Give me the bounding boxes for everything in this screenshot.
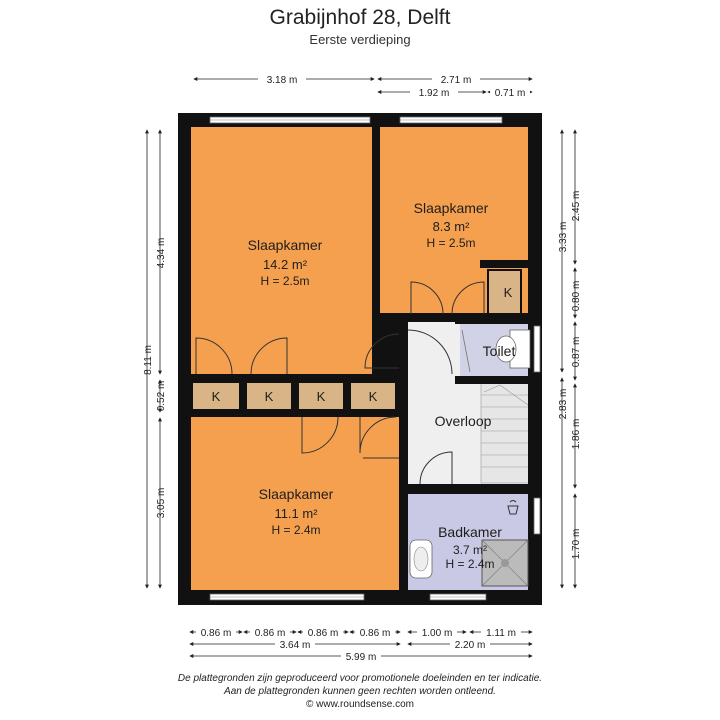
dim-left-1: 4.34 m xyxy=(156,237,167,269)
label-slaapkamer-2-height: H = 2.5m xyxy=(426,236,476,250)
label-badkamer-name: Badkamer xyxy=(438,524,502,540)
dim-right-4: 0.87 m xyxy=(571,336,582,368)
dim-bottom-2: 0.86 m xyxy=(254,628,286,639)
label-kast-5: K xyxy=(503,285,513,300)
label-slaapkamer-3-height: H = 2.4m xyxy=(271,523,321,537)
label-badkamer-area: 3.7 m² xyxy=(452,543,488,557)
dim-top-4: 0.71 m xyxy=(494,88,526,99)
disclaimer-line-2: Aan de plattegronden kunnen geen rechten worden ontleend. xyxy=(224,686,496,697)
dim-bottom-9: 5.99 m xyxy=(345,652,377,663)
dim-left-2: 8.11 m xyxy=(143,345,154,375)
dim-bottom-6: 1.11 m xyxy=(486,628,516,639)
label-slaapkamer-2-name: Slaapkamer xyxy=(413,200,489,216)
disclaimer xyxy=(0,672,720,711)
label-slaapkamer-1-name: Slaapkamer xyxy=(247,237,323,253)
label-badkamer-height: H = 2.4m xyxy=(445,557,495,571)
dim-bottom-8: 2.20 m xyxy=(454,640,486,651)
dim-bottom-7: 3.64 m xyxy=(279,640,311,651)
dim-bottom-1: 0.86 m xyxy=(200,628,232,639)
label-slaapkamer-1-height: H = 2.5m xyxy=(260,274,310,288)
dim-top-2: 2.71 m xyxy=(440,75,472,86)
credit-link[interactable]: © www.roundsense.com xyxy=(306,699,414,710)
plan-title: Grabijnhof 28, Delft xyxy=(269,6,451,29)
label-kast-1: K xyxy=(211,389,221,404)
dim-right-2: 3.33 m xyxy=(558,221,569,253)
dim-right-7: 1.70 m xyxy=(571,528,582,560)
plan-subtitle: Eerste verdieping xyxy=(309,32,411,47)
dim-bottom-4: 0.86 m xyxy=(359,628,391,639)
label-slaapkamer-3-area: 11.1 m² xyxy=(274,506,318,521)
room-slaapkamer-3 xyxy=(191,416,399,590)
label-kast-4: K xyxy=(368,389,378,404)
dim-right-3: 0.80 m xyxy=(571,280,582,312)
dimension-lines-top xyxy=(194,79,532,92)
dim-top-1: 3.18 m xyxy=(266,75,298,86)
dim-left-3: 0.52 m xyxy=(156,380,167,412)
label-kast-2: K xyxy=(264,389,274,404)
dim-bottom-5: 1.00 m xyxy=(421,628,453,639)
dim-right-6: 1.86 m xyxy=(571,418,582,450)
label-slaapkamer-2-area: 8.3 m² xyxy=(432,219,470,234)
dim-bottom-3: 0.86 m xyxy=(307,628,339,639)
label-kast-3: K xyxy=(316,389,326,404)
label-overloop: Overloop xyxy=(434,413,492,429)
staircase xyxy=(481,383,531,483)
disclaimer-line-1: De plattegronden zijn geproduceerd voor promotionele doeleinden en ter indicatie. xyxy=(177,673,543,684)
dimension-labels-top xyxy=(258,72,530,99)
dim-right-1: 2.45 m xyxy=(571,190,582,222)
label-slaapkamer-1-area: 14.2 m² xyxy=(262,257,308,272)
label-slaapkamer-3-name: Slaapkamer xyxy=(258,486,334,502)
dim-right-5: 2.83 m xyxy=(558,388,569,420)
dim-top-3: 1.92 m xyxy=(418,88,450,99)
label-toilet: Toilet xyxy=(482,343,516,359)
dim-left-4: 3.05 m xyxy=(156,487,167,519)
